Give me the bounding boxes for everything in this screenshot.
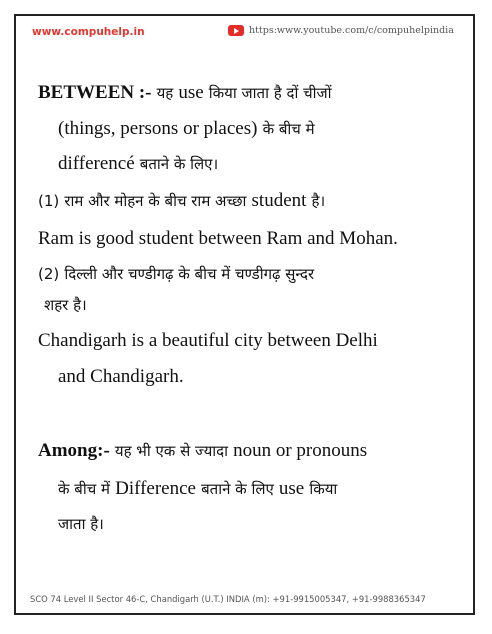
example-2-translation-line-2 [58,366,184,388]
between-def-hi-1: यह [156,84,174,102]
example-2-line-2 [44,295,87,315]
among-definition-line-2 [58,478,337,500]
among-heading: Among [38,440,98,461]
example-2-translation-2: and Chandigarh. [58,366,184,387]
between-def-use: use [178,82,204,103]
between-def-line3-en: differencé [58,153,135,174]
among-definition-line-1 [38,440,367,462]
page-header [32,25,462,43]
brand-url[interactable]: www.compuhelp.in [32,26,145,38]
between-definition-line-1 [38,82,332,104]
among-line2-en-1: Difference [115,478,196,499]
among-line2-en-2: use [278,478,305,499]
example-2-hindi-line-2: शहर है। [44,296,87,314]
example-1-number: (1) [38,192,60,210]
among-definition-line-3 [58,514,104,534]
youtube-url[interactable]: https:www.youtube.com/c/compuhelpindia [249,25,454,36]
example-1-translation [38,228,398,250]
among-line2-hi-3: किया [309,480,338,498]
example-2-translation-1: Chandigarh is a beautiful city between Delhi [38,330,378,351]
among-def-hi-1: यह भी एक से ज्यादा [114,442,229,460]
among-line2-hi-2: बताने के लिए [201,480,274,498]
example-2-hindi-line-1: दिल्ली और चण्डीगढ़ के बीच में चण्डीगढ़ सुन्दर [64,265,315,283]
among-line3-hi: जाता है। [58,515,104,533]
example-1 [38,190,325,212]
example-1-hindi: राम और मोहन के बीच राम अच्छा [64,192,247,210]
among-separator: :- [97,440,110,461]
between-def-line2-en: (things, persons or places) [58,118,258,139]
page-footer [30,594,426,604]
between-def-line3-hi: बताने के लिए। [139,155,219,173]
between-definition-line-3 [58,153,218,175]
youtube-play-icon [228,25,244,36]
example-2-translation-line-1 [38,330,378,352]
footer-address: SCO 74 Level II Sector 46-C, Chandigarh (U.T.) INDIA (m): +91-9915005347, +91-9988365347 [30,594,426,604]
among-def-en-1: noun or pronouns [233,440,368,461]
between-def-line2-hi: के बीच मे [262,120,315,138]
example-2 [38,264,314,284]
example-1-end: है। [311,192,326,210]
between-definition-line-2 [58,118,315,140]
youtube-link-group[interactable] [228,25,454,36]
among-line2-hi-1: के बीच में [58,480,111,498]
example-2-number: (2) [38,265,60,283]
between-def-hi-2: किया जाता है दों चीजों [208,84,332,102]
example-1-translation-text: Ram is good student between Ram and Mohan. [38,228,398,249]
example-1-english-word: student [251,190,307,211]
between-heading: BETWEEN :- [38,82,152,103]
